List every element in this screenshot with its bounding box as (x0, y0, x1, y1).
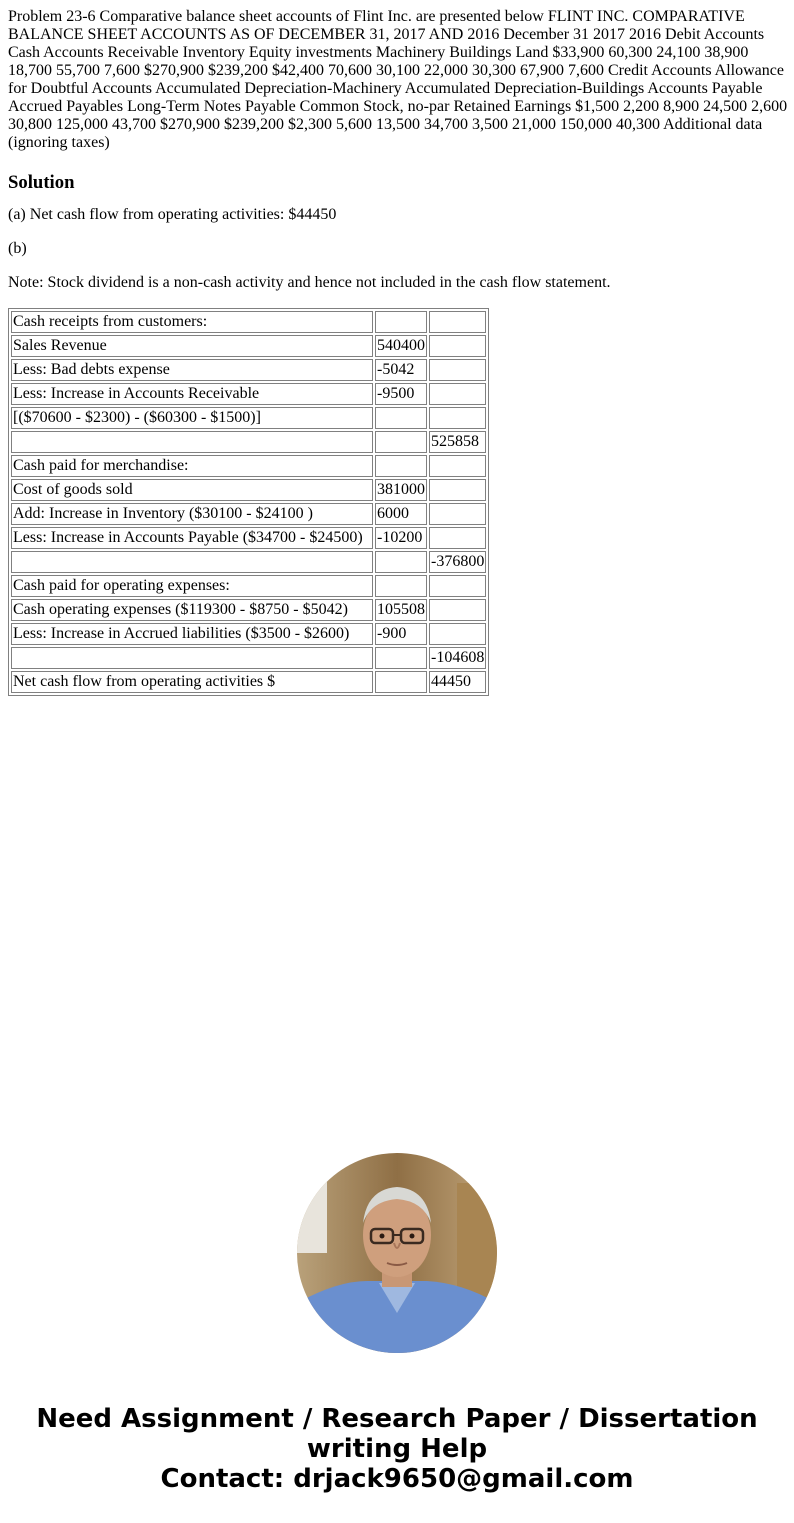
table-row (11, 311, 486, 333)
row-label: Cash paid for operating expenses: (11, 575, 373, 597)
row-total (429, 575, 486, 597)
row-total (429, 503, 486, 525)
row-amount: 540400 (375, 335, 427, 357)
row-amount: 381000 (375, 479, 427, 501)
row-total (429, 383, 486, 405)
cash-flow-table-body (11, 311, 486, 693)
answer-b: (b) (8, 240, 27, 257)
author-photo (297, 1153, 497, 1353)
table-row (11, 407, 486, 429)
table-row (11, 455, 486, 477)
table-row (11, 671, 486, 693)
row-amount (375, 407, 427, 429)
table-row (11, 503, 486, 525)
row-label: Cost of goods sold (11, 479, 373, 501)
row-total: 44450 (429, 671, 486, 693)
row-amount: 105508 (375, 599, 427, 621)
row-total (429, 599, 486, 621)
note: Note: Stock dividend is a non-cash activity and hence not included in the cash flow statement. (8, 274, 611, 291)
row-label: Less: Bad debts expense (11, 359, 373, 381)
row-amount (375, 551, 427, 573)
row-amount (375, 575, 427, 597)
row-amount (375, 671, 427, 693)
row-total: 525858 (429, 431, 486, 453)
row-amount: -900 (375, 623, 427, 645)
document-content (8, 8, 788, 696)
table-row (11, 479, 486, 501)
row-amount (375, 455, 427, 477)
table-row (11, 599, 486, 621)
row-label: Less: Increase in Accounts Payable ($34700 - $24500) (11, 527, 373, 549)
row-total (429, 623, 486, 645)
row-label: Add: Increase in Inventory ($30100 - $24100 ) (11, 503, 373, 525)
row-label: Less: Increase in Accounts Receivable (11, 383, 373, 405)
problem-statement: Problem 23-6 Comparative balance sheet accounts of Flint Inc. are presented below FLINT INC. COMPARATIVE BALANCE SHEET ACCOUNTS AS OF DECEMBER 31, 2017 AND 2016 December 31 2017 2016 Debit Accounts Cash Accounts Receivable Inventory Equity investments Machinery Buildings Land $33,900 60,300 24,100 38,900 18,700 55,700 7,600 $270,900 $239,200 $42,400 70,600 30,100 22,000 30,300 67,900 7,600 Credit Accounts Allowance for Doubtful Accounts Accumulated Depreciation-Machinery Accumulated Depreciation-Buildings Accounts Payable Accrued Payables Long-Term Notes Payable Common Stock, no-par Retained Earnings $1,500 2,200 8,900 24,500 2,600 30,800 125,000 43,700 $270,900 $239,200 $2,300 5,600 13,500 34,700 3,500 21,000 150,000 40,300 Additional data (ignoring taxes) (8, 8, 788, 151)
row-label (11, 431, 373, 453)
promo-banner (0, 1404, 794, 1494)
row-total (429, 311, 486, 333)
row-amount (375, 431, 427, 453)
row-label: Cash paid for merchandise: (11, 455, 373, 477)
table-row (11, 359, 486, 381)
table-row (11, 551, 486, 573)
row-label: Net cash flow from operating activities $ (11, 671, 373, 693)
table-row (11, 575, 486, 597)
table-row (11, 647, 486, 669)
row-total (429, 527, 486, 549)
row-total (429, 479, 486, 501)
row-label: Sales Revenue (11, 335, 373, 357)
answer-a: (a) Net cash flow from operating activities: $44450 (8, 206, 337, 223)
row-label (11, 647, 373, 669)
author-avatar (297, 1153, 497, 1353)
row-total (429, 407, 486, 429)
row-label (11, 551, 373, 573)
promo-contact[interactable]: Contact: drjack9650@gmail.com (160, 1464, 634, 1494)
row-amount: 6000 (375, 503, 427, 525)
row-amount: -10200 (375, 527, 427, 549)
row-amount (375, 647, 427, 669)
table-row (11, 431, 486, 453)
table-row (11, 335, 486, 357)
promo-line-2: writing Help (306, 1434, 488, 1464)
row-amount: -9500 (375, 383, 427, 405)
row-label: Less: Increase in Accrued liabilities ($3500 - $2600) (11, 623, 373, 645)
cash-flow-table (8, 308, 489, 696)
promo-line-1: Need Assignment / Research Paper / Dissertation (36, 1404, 758, 1434)
row-total: -376800 (429, 551, 486, 573)
row-label: Cash operating expenses ($119300 - $8750 - $5042) (11, 599, 373, 621)
table-row (11, 527, 486, 549)
row-total: -104608 (429, 647, 486, 669)
row-amount: -5042 (375, 359, 427, 381)
row-amount (375, 311, 427, 333)
row-total (429, 359, 486, 381)
row-label: Cash receipts from customers: (11, 311, 373, 333)
solution-heading: Solution (8, 172, 75, 193)
table-row (11, 383, 486, 405)
row-total (429, 455, 486, 477)
row-label: [($70600 - $2300) - ($60300 - $1500)] (11, 407, 373, 429)
row-total (429, 335, 486, 357)
table-row (11, 623, 486, 645)
